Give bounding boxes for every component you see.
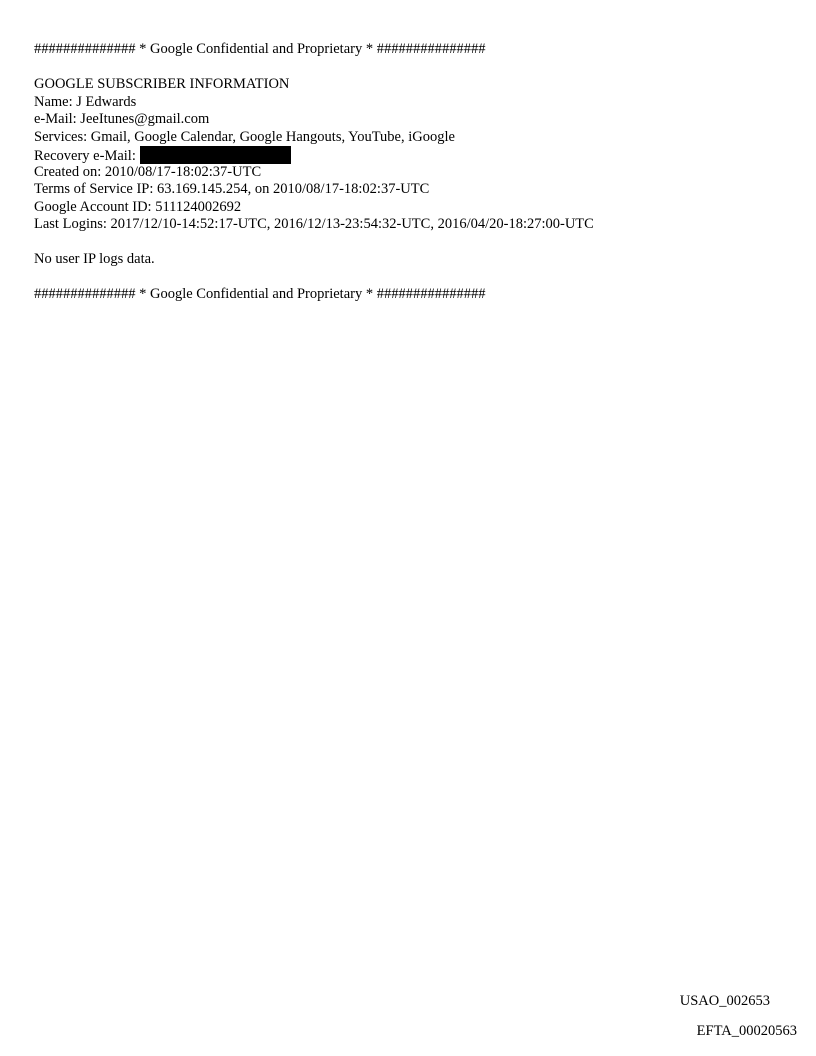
recovery-email-label: Recovery e-Mail: [34, 148, 136, 164]
recovery-email-row [34, 146, 794, 164]
redaction-block [140, 146, 291, 164]
terms-of-service-ip: Terms of Service IP: 63.169.145.254, on 2010/08/17-18:02:37-UTC [34, 181, 430, 197]
subscriber-services: Services: Gmail, Google Calendar, Google Hangouts, YouTube, iGoogle [34, 128, 455, 145]
confidential-banner-top: ############## * Google Confidential and Proprietary * ############### [34, 41, 486, 57]
section-title: GOOGLE SUBSCRIBER INFORMATION [34, 76, 290, 92]
subscriber-name: Name: J Edwards [34, 93, 137, 110]
confidential-banner-bottom: ############## * Google Confidential and Proprietary * ############### [34, 286, 486, 302]
spacer [34, 59, 794, 77]
created-on: Created on: 2010/08/17-18:02:37-UTC [34, 163, 262, 180]
google-account-id: Google Account ID: 511124002692 [34, 198, 242, 215]
document-body [34, 41, 794, 304]
ip-logs-note: No user IP logs data. [34, 251, 155, 267]
spacer [34, 234, 794, 252]
bates-number-efta: EFTA_00020563 [696, 1023, 797, 1039]
last-logins: Last Logins: 2017/12/10-14:52:17-UTC, 2016/12/13-23:54:32-UTC, 2016/04/20-18:27:00-UTC [34, 216, 594, 232]
spacer [34, 269, 794, 287]
bates-number-usao: USAO_002653 [679, 993, 770, 1009]
subscriber-email: e-Mail: JeeItunes@gmail.com [34, 111, 210, 127]
